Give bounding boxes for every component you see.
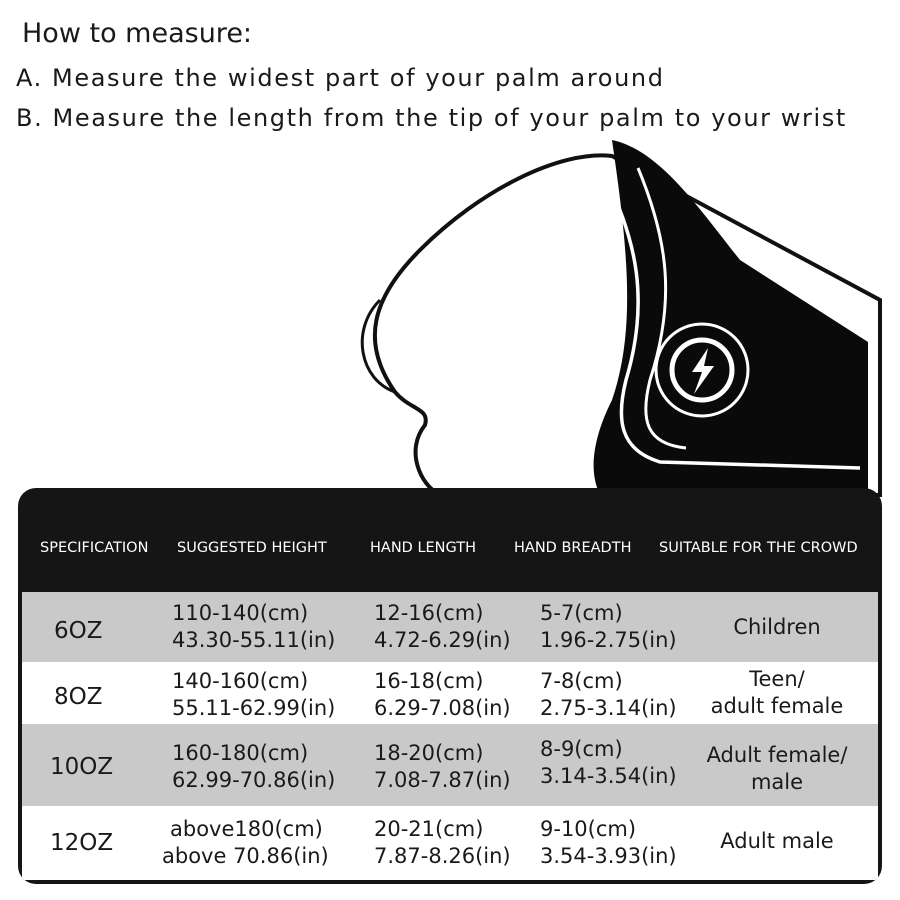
breadth-in-cell: 3.54-3.93(in) [540,844,677,868]
height-in-cell: 62.99-70.86(in) [172,768,336,792]
crowd-cell: Adult female/ [706,743,848,767]
crowd-cell-line2: adult female [710,694,844,718]
table-row [22,662,878,724]
length-in-cell: 7.08-7.87(in) [374,768,511,792]
height-in-cell: 43.30-55.11(in) [172,628,336,652]
length-cm-cell: 12-16(cm) [374,601,484,625]
breadth-cm-cell: 8-9(cm) [540,737,623,761]
breadth-in-cell: 3.14-3.54(in) [540,764,677,788]
height-cm-cell: 140-160(cm) [172,669,309,693]
header-specification: SPECIFICATION [40,540,149,556]
lightning-bolt-circle-icon [656,324,748,416]
spec-cell: 8OZ [54,684,103,710]
height-cm-cell: above180(cm) [170,817,323,841]
page-title: How to measure: [22,18,253,49]
crowd-cell: Teen/ [749,667,805,691]
measure-step-b: B. Measure the length from the tip of your palm to your wrist [16,104,847,132]
length-cm-cell: 18-20(cm) [374,741,484,765]
table-header [18,488,882,592]
measure-step-a: A. Measure the widest part of your palm around [16,64,665,92]
breadth-cm-cell: 9-10(cm) [540,817,637,841]
height-in-cell: 55.11-62.99(in) [172,696,336,720]
length-in-cell: 4.72-6.29(in) [374,628,511,652]
length-cm-cell: 20-21(cm) [374,817,484,841]
crowd-cell: Adult male [720,829,834,853]
length-in-cell: 7.87-8.26(in) [374,844,511,868]
header-hand-length: HAND LENGTH [370,540,477,556]
breadth-cm-cell: 7-8(cm) [540,669,623,693]
table-row [22,592,878,662]
breadth-in-cell: 1.96-2.75(in) [540,628,677,652]
length-in-cell: 6.29-7.08(in) [374,696,511,720]
header-suggested-height: SUGGESTED HEIGHT [177,540,327,556]
length-cm-cell: 16-18(cm) [374,669,484,693]
header-hand-breadth: HAND BREADTH [514,540,632,556]
table-row [22,806,878,880]
height-cm-cell: 160-180(cm) [172,741,309,765]
spec-cell: 10OZ [50,754,114,780]
crowd-cell: Children [733,615,821,639]
crowd-cell-line2: male [750,770,804,794]
table-row [22,724,878,806]
height-cm-cell: 110-140(cm) [172,601,309,625]
header-suitable-crowd: SUITABLE FOR THE CROWD [659,540,858,556]
height-in-cell: above 70.86(in) [162,844,329,868]
spec-cell: 6OZ [54,618,103,644]
breadth-cm-cell: 5-7(cm) [540,601,623,625]
size-chart-table [18,488,882,884]
spec-cell: 12OZ [50,830,114,856]
breadth-in-cell: 2.75-3.14(in) [540,696,677,720]
